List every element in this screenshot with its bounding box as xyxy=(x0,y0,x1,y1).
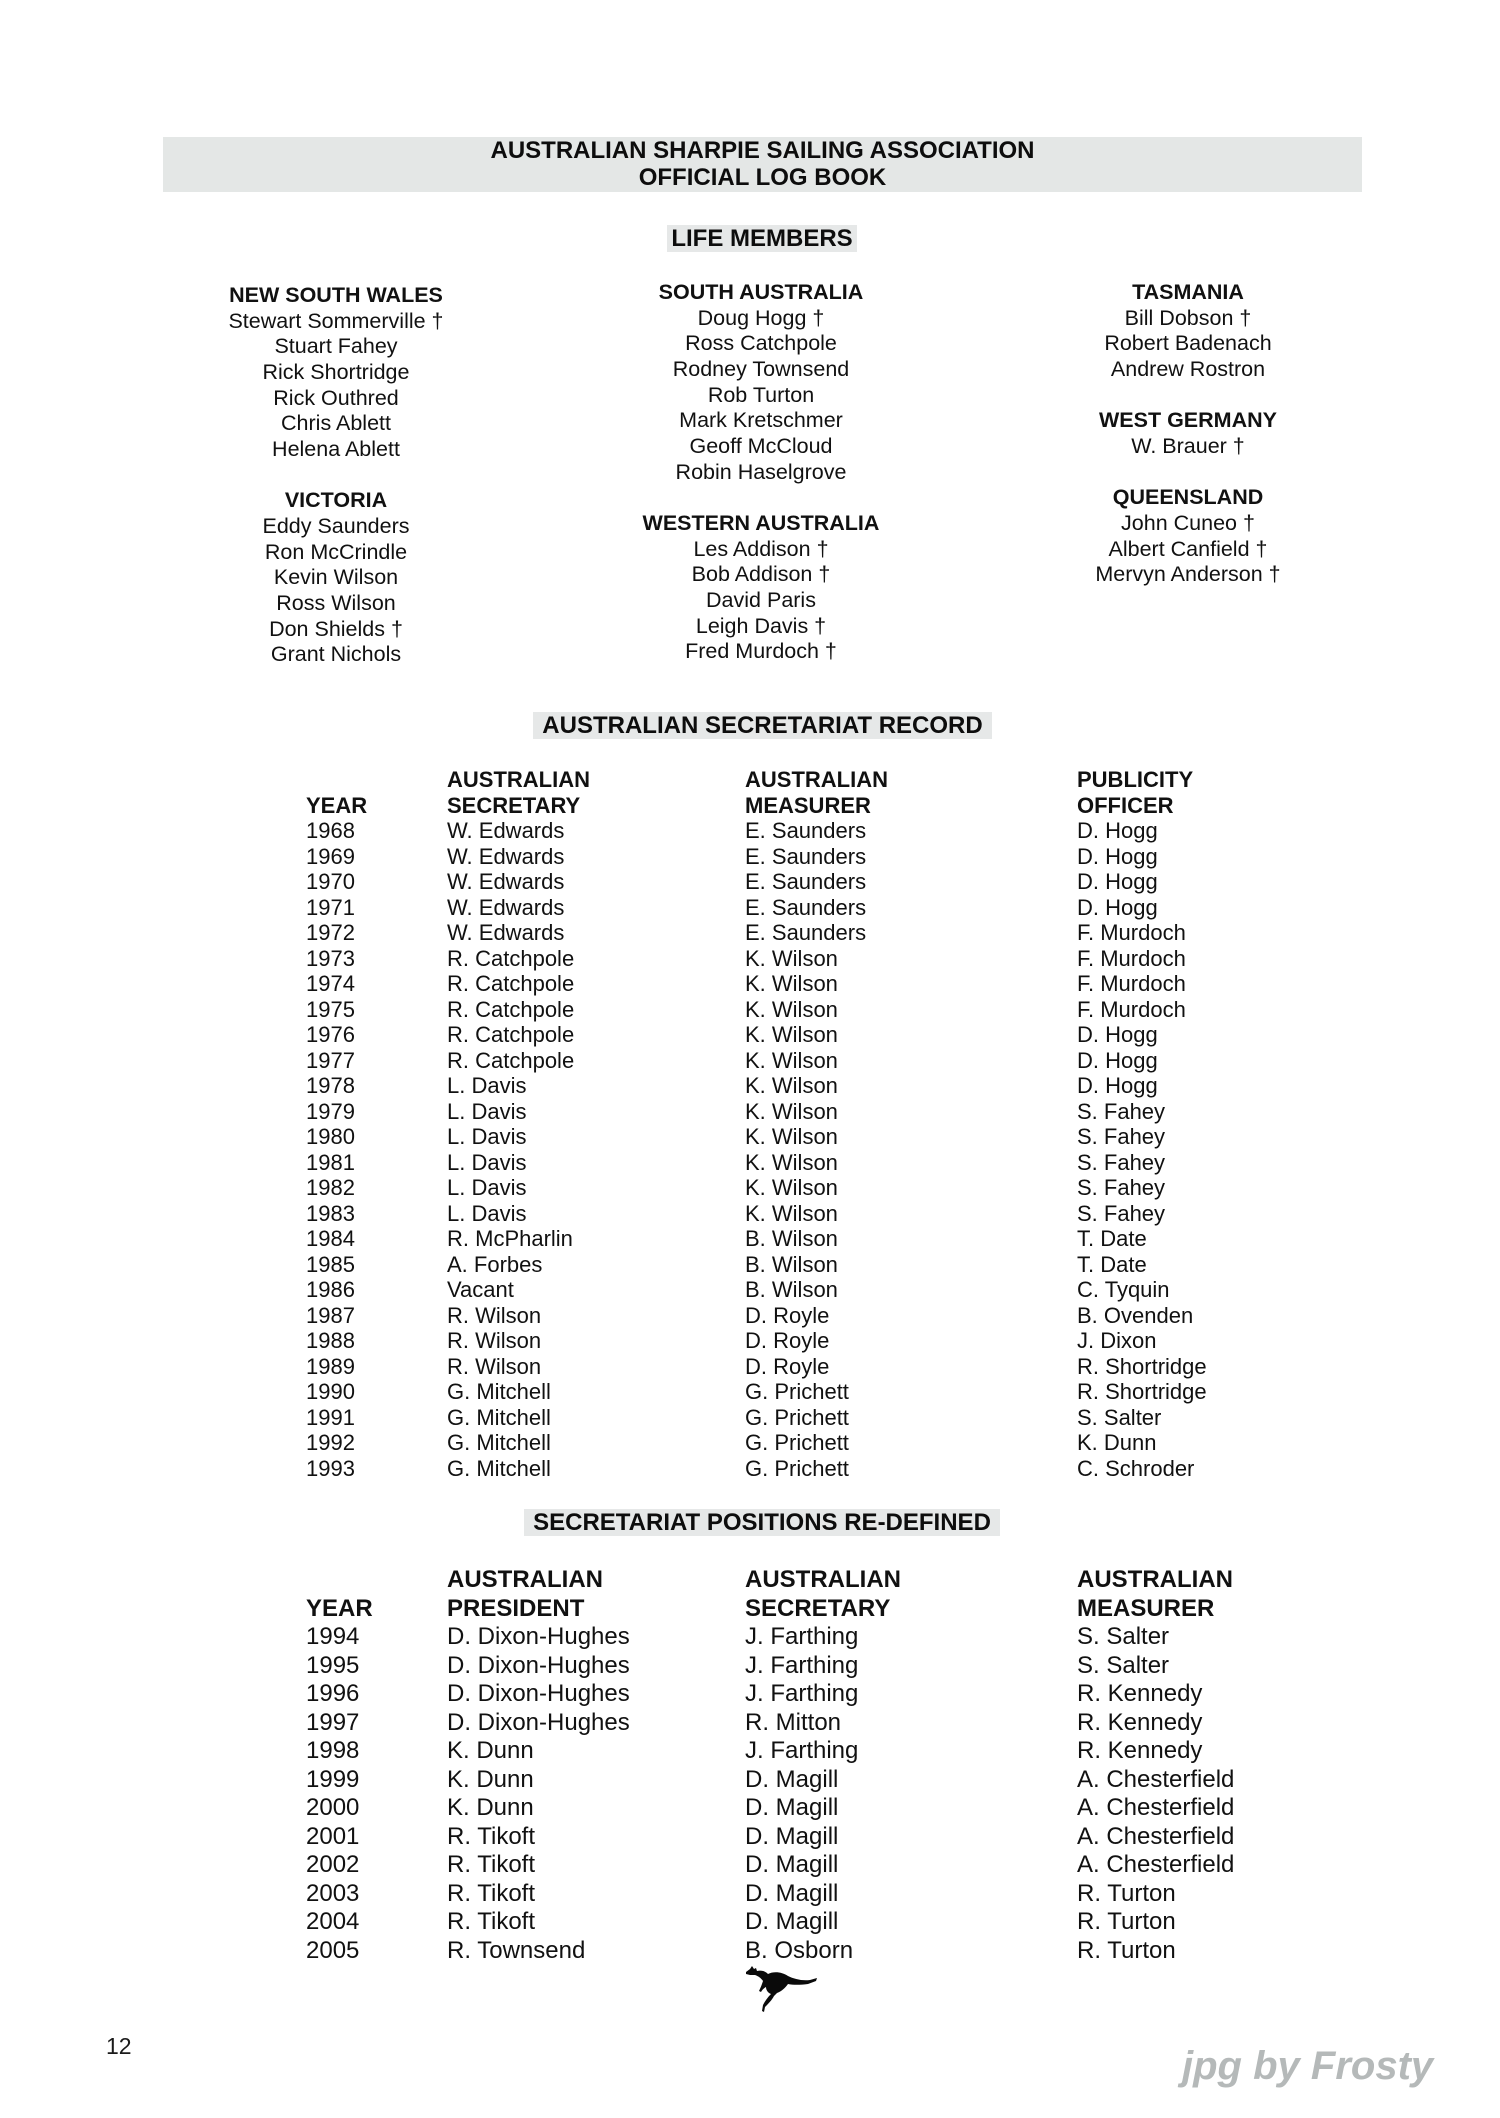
life-member-name: John Cuneo † xyxy=(1121,510,1255,535)
life-member-name: Eddy Saunders xyxy=(262,514,410,538)
officer-cell: D. Hogg xyxy=(1077,1022,1158,1047)
officer-cell: F. Murdoch xyxy=(1077,945,1186,971)
officer-cell: G. Prichett xyxy=(745,1404,849,1430)
table-row xyxy=(0,1652,1500,1681)
year-cell: 1997 xyxy=(306,1708,360,1736)
officer-cell: G. Prichett xyxy=(745,1379,849,1404)
table-row xyxy=(0,869,1500,895)
officer-cell: B. Wilson xyxy=(745,1226,838,1251)
officer-cell: K. Wilson xyxy=(745,1047,838,1073)
table-row xyxy=(0,1379,1500,1405)
officer-cell: K. Wilson xyxy=(745,1098,838,1124)
page-number: 12 xyxy=(106,2033,132,2059)
officer-cell: G. Mitchell xyxy=(447,1430,551,1455)
life-members-column-3 xyxy=(968,280,1408,588)
year-cell: 1979 xyxy=(306,1098,355,1124)
officer-cell: A. Forbes xyxy=(447,1251,543,1277)
officer-cell: R. Turton xyxy=(1077,1908,1176,1935)
life-member-name: Bob Addison † xyxy=(691,562,831,587)
officer-cell: L. Davis xyxy=(447,1175,527,1200)
officer-cell: R. Catchpole xyxy=(447,996,575,1022)
officer-cell: R. Wilson xyxy=(447,1353,542,1379)
officer-cell: J. Farthing xyxy=(745,1651,859,1679)
secretariat-record-heading: AUSTRALIAN SECRETARIAT RECORD xyxy=(533,712,992,739)
life-member-name: Don Shields † xyxy=(269,616,403,641)
column-header: AUSTRALIAN xyxy=(745,767,888,792)
officer-cell: G. Prichett xyxy=(745,1455,849,1481)
officer-cell: K. Dunn xyxy=(447,1765,534,1793)
officer-cell: K. Wilson xyxy=(745,1073,838,1098)
officer-cell: S. Fahey xyxy=(1077,1149,1166,1175)
officer-cell: D. Hogg xyxy=(1077,1047,1158,1073)
year-cell: 1986 xyxy=(306,1277,355,1302)
officer-cell: S. Fahey xyxy=(1077,1098,1166,1124)
positions-redefined-table xyxy=(0,1566,1500,1965)
table-row xyxy=(0,1124,1500,1150)
year-cell: 1971 xyxy=(306,894,355,920)
table-row xyxy=(0,1328,1500,1354)
life-member-name: Rick Outhred xyxy=(273,385,399,410)
officer-cell: D. Royle xyxy=(745,1353,830,1379)
year-cell: 1995 xyxy=(306,1651,360,1679)
life-member-name: Kevin Wilson xyxy=(273,565,399,590)
officer-cell: S. Fahey xyxy=(1077,1200,1166,1226)
year-cell: 1968 xyxy=(306,818,355,843)
year-cell: 2004 xyxy=(306,1908,360,1935)
year-cell: 1984 xyxy=(306,1226,355,1251)
officer-cell: C. Schroder xyxy=(1077,1455,1195,1481)
year-cell: 1978 xyxy=(306,1073,355,1098)
officer-cell: R. Kennedy xyxy=(1077,1737,1203,1764)
year-cell: 1991 xyxy=(306,1404,355,1430)
life-member-name: Ron McCrindle xyxy=(264,539,408,564)
life-member-name: Doug Hogg † xyxy=(697,305,825,330)
officer-cell: S. Fahey xyxy=(1077,1124,1166,1149)
officer-cell: D. Hogg xyxy=(1077,843,1158,869)
group-spacer xyxy=(116,463,556,489)
life-member-name: Leigh Davis † xyxy=(695,613,827,638)
life-member-name: Robert Badenach xyxy=(1104,331,1272,356)
officer-cell: A. Chesterfield xyxy=(1077,1822,1235,1850)
table-row xyxy=(0,1150,1500,1176)
officer-cell: A. Chesterfield xyxy=(1077,1851,1235,1878)
year-cell: 1975 xyxy=(306,996,355,1022)
year-cell: 1985 xyxy=(306,1251,355,1277)
officer-cell: R. Townsend xyxy=(447,1936,586,1964)
life-member-name: Ross Wilson xyxy=(276,591,396,616)
officer-cell: K. Wilson xyxy=(745,1175,838,1200)
officer-cell: A. Chesterfield xyxy=(1077,1794,1235,1821)
officer-cell: S. Fahey xyxy=(1077,1175,1166,1200)
table-row xyxy=(0,1354,1500,1380)
officer-cell: K. Wilson xyxy=(745,1022,838,1047)
life-member-name: Andrew Rostron xyxy=(1110,357,1266,382)
life-member-name: Albert Canfield † xyxy=(1108,536,1268,561)
officer-cell: W. Edwards xyxy=(447,894,565,920)
column-header: AUSTRALIAN xyxy=(447,1566,603,1593)
table-row xyxy=(0,1766,1500,1795)
table-row xyxy=(0,946,1500,972)
officer-cell: D. Hogg xyxy=(1077,869,1158,894)
column-header: YEAR xyxy=(306,792,368,818)
secretariat-record-table xyxy=(0,767,1500,1481)
year-cell: 1976 xyxy=(306,1022,355,1047)
officer-cell: B. Wilson xyxy=(745,1277,838,1302)
officer-cell: W. Edwards xyxy=(447,843,565,869)
officer-cell: R. Kennedy xyxy=(1077,1680,1203,1707)
year-cell: 1998 xyxy=(306,1737,360,1764)
officer-cell: L. Davis xyxy=(447,1098,527,1124)
officer-cell: R. Wilson xyxy=(447,1328,542,1353)
officer-cell: D. Magill xyxy=(745,1822,839,1850)
officer-cell: S. Salter xyxy=(1077,1404,1162,1430)
year-cell: 1969 xyxy=(306,843,355,869)
life-member-name: Mark Kretschmer xyxy=(679,408,843,433)
officer-cell: R. Catchpole xyxy=(447,1022,575,1047)
officer-cell: K. Dunn xyxy=(447,1794,534,1821)
life-member-name: W. Brauer † xyxy=(1131,433,1245,458)
officer-cell: F. Murdoch xyxy=(1077,971,1186,996)
table-row xyxy=(0,1303,1500,1329)
year-cell: 1996 xyxy=(306,1680,360,1707)
officer-cell: K. Wilson xyxy=(745,1200,838,1226)
table-row xyxy=(0,1823,1500,1852)
year-cell: 1992 xyxy=(306,1430,355,1455)
officer-cell: R. Turton xyxy=(1077,1879,1176,1907)
table-row xyxy=(0,1456,1500,1482)
officer-cell: R. Kennedy xyxy=(1077,1708,1203,1736)
year-cell: 1994 xyxy=(306,1623,360,1650)
officer-cell: K. Wilson xyxy=(745,1149,838,1175)
officer-cell: K. Dunn xyxy=(1077,1430,1157,1455)
year-cell: 1972 xyxy=(306,920,355,945)
officer-cell: R. McPharlin xyxy=(447,1226,573,1251)
state-group-heading: VICTORIA xyxy=(284,488,388,513)
officer-cell: D. Dixon-Hughes xyxy=(447,1623,630,1650)
life-member-name: Geoff McCloud xyxy=(689,434,833,459)
state-group-heading: WESTERN AUSTRALIA xyxy=(642,511,880,535)
table-row xyxy=(0,1048,1500,1074)
year-cell: 2005 xyxy=(306,1936,360,1964)
life-member-name: Stuart Fahey xyxy=(274,334,398,359)
officer-cell: W. Edwards xyxy=(447,818,565,843)
column-header: PUBLICITY xyxy=(1077,767,1194,792)
table-row xyxy=(0,997,1500,1023)
state-group-heading: WEST GERMANY xyxy=(1099,408,1277,433)
life-member-name: Rick Shortridge xyxy=(262,360,410,385)
officer-cell: J. Farthing xyxy=(745,1680,859,1707)
officer-cell: T. Date xyxy=(1077,1226,1147,1251)
officer-cell: R. Tikoft xyxy=(447,1822,536,1850)
life-member-name: Ross Catchpole xyxy=(685,331,837,356)
officer-cell: R. Catchpole xyxy=(447,1047,575,1073)
officer-cell: W. Edwards xyxy=(447,920,565,945)
officer-cell: E. Saunders xyxy=(745,894,867,920)
group-spacer xyxy=(968,383,1408,409)
table-row xyxy=(0,1851,1500,1880)
officer-cell: J. Farthing xyxy=(745,1623,859,1650)
officer-cell: G. Mitchell xyxy=(447,1379,551,1404)
officer-cell: L. Davis xyxy=(447,1073,527,1098)
table-row xyxy=(0,1794,1500,1823)
column-header: SECRETARY xyxy=(745,1594,891,1622)
column-header: AUSTRALIAN xyxy=(447,767,590,792)
life-member-name: Rodney Townsend xyxy=(672,357,850,382)
officer-cell: G. Prichett xyxy=(745,1430,849,1455)
life-member-name: David Paris xyxy=(706,588,816,613)
officer-cell: C. Tyquin xyxy=(1077,1277,1170,1302)
year-cell: 1982 xyxy=(306,1175,355,1200)
officer-cell: Vacant xyxy=(447,1277,514,1302)
officer-cell: D. Hogg xyxy=(1077,818,1158,843)
column-header: SECRETARY xyxy=(447,792,581,818)
officer-cell: K. Wilson xyxy=(745,971,838,996)
table-row xyxy=(0,971,1500,997)
table-row xyxy=(0,1880,1500,1909)
logbook-title: OFFICIAL LOG BOOK xyxy=(638,164,887,191)
officer-cell: G. Mitchell xyxy=(447,1455,551,1481)
officer-cell: K. Wilson xyxy=(745,945,838,971)
column-header: PRESIDENT xyxy=(447,1594,585,1622)
officer-cell: D. Dixon-Hughes xyxy=(447,1651,630,1679)
life-members-heading: LIFE MEMBERS xyxy=(667,225,857,252)
table-row xyxy=(0,844,1500,870)
life-member-name: Fred Murdoch † xyxy=(685,639,837,664)
life-member-name: Helena Ablett xyxy=(272,437,400,462)
officer-cell: F. Murdoch xyxy=(1077,996,1186,1022)
table-row xyxy=(0,818,1500,844)
watermark: jpg by Frosty xyxy=(1182,2044,1434,2088)
officer-cell: D. Magill xyxy=(745,1794,839,1821)
year-cell: 2001 xyxy=(306,1822,360,1850)
column-header: OFFICER xyxy=(1077,792,1174,818)
officer-cell: K. Dunn xyxy=(447,1737,534,1764)
officer-cell: D. Magill xyxy=(745,1765,839,1793)
officer-cell: E. Saunders xyxy=(745,843,867,869)
year-cell: 1983 xyxy=(306,1200,355,1226)
table-row xyxy=(0,895,1500,921)
life-member-name: Robin Haselgrove xyxy=(675,459,847,484)
officer-cell: D. Dixon-Hughes xyxy=(447,1708,630,1736)
officer-cell: T. Date xyxy=(1077,1251,1147,1277)
officer-cell: R. Shortridge xyxy=(1077,1353,1207,1379)
positions-redefined-heading: SECRETARIAT POSITIONS RE-DEFINED xyxy=(524,1509,1000,1536)
year-cell: 1987 xyxy=(306,1302,355,1328)
officer-cell: R. Wilson xyxy=(447,1302,542,1328)
officer-cell: R. Catchpole xyxy=(447,945,575,971)
table-row xyxy=(0,1937,1500,1966)
table-header-row xyxy=(0,793,1500,819)
officer-cell: B. Ovenden xyxy=(1077,1302,1194,1328)
year-cell: 1988 xyxy=(306,1328,355,1353)
officer-cell: L. Davis xyxy=(447,1149,527,1175)
table-row xyxy=(0,1623,1500,1652)
officer-cell: D. Royle xyxy=(745,1302,830,1328)
officer-cell: J. Farthing xyxy=(745,1737,859,1764)
kangaroo-icon xyxy=(744,1966,818,2012)
officer-cell: G. Mitchell xyxy=(447,1404,551,1430)
year-cell: 2000 xyxy=(306,1794,360,1821)
group-spacer xyxy=(541,486,981,512)
table-row xyxy=(0,1737,1500,1766)
life-member-name: Mervyn Anderson † xyxy=(1095,562,1281,587)
table-row xyxy=(0,1908,1500,1937)
officer-cell: R. Catchpole xyxy=(447,971,575,996)
year-cell: 1974 xyxy=(306,971,355,996)
table-row xyxy=(0,1226,1500,1252)
officer-cell: R. Mitton xyxy=(745,1708,842,1736)
table-row xyxy=(0,1277,1500,1303)
officer-cell: W. Edwards xyxy=(447,869,565,894)
year-cell: 2003 xyxy=(306,1879,360,1907)
officer-cell: D. Magill xyxy=(745,1908,839,1935)
column-header: MEASURER xyxy=(745,792,871,818)
table-row xyxy=(0,1099,1500,1125)
column-header: YEAR xyxy=(306,1594,373,1622)
table-header-row xyxy=(0,1566,1500,1595)
officer-cell: A. Chesterfield xyxy=(1077,1765,1235,1793)
officer-cell: D. Magill xyxy=(745,1879,839,1907)
year-cell: 2002 xyxy=(306,1851,360,1878)
column-header: MEASURER xyxy=(1077,1594,1215,1622)
document-header-band xyxy=(163,137,1362,192)
life-members-column-1 xyxy=(116,283,556,668)
state-group-heading: TASMANIA xyxy=(1132,280,1244,304)
table-row xyxy=(0,1252,1500,1278)
officer-cell: S. Salter xyxy=(1077,1651,1170,1679)
life-member-name: Les Addison † xyxy=(693,536,829,561)
officer-cell: L. Davis xyxy=(447,1200,527,1226)
table-row xyxy=(0,1709,1500,1738)
table-header-row xyxy=(0,1595,1500,1624)
state-group-heading: SOUTH AUSTRALIA xyxy=(658,280,864,304)
officer-cell: D. Hogg xyxy=(1077,1073,1158,1098)
officer-cell: B. Wilson xyxy=(745,1251,838,1277)
officer-cell: R. Tikoft xyxy=(447,1851,536,1878)
life-members-column-2 xyxy=(541,280,981,665)
state-group-heading: QUEENSLAND xyxy=(1112,485,1264,510)
table-row xyxy=(0,1430,1500,1456)
year-cell: 1980 xyxy=(306,1124,355,1149)
table-header-row xyxy=(0,767,1500,793)
table-row xyxy=(0,1680,1500,1709)
life-member-name: Bill Dobson † xyxy=(1124,305,1252,330)
officer-cell: D. Dixon-Hughes xyxy=(447,1680,630,1707)
state-group-heading: NEW SOUTH WALES xyxy=(229,283,443,307)
officer-cell: K. Wilson xyxy=(745,996,838,1022)
year-cell: 1970 xyxy=(306,869,355,894)
officer-cell: R. Shortridge xyxy=(1077,1379,1207,1404)
officer-cell: S. Salter xyxy=(1077,1623,1170,1650)
table-row xyxy=(0,1175,1500,1201)
officer-cell: B. Osborn xyxy=(745,1936,854,1964)
year-cell: 1989 xyxy=(306,1353,355,1379)
officer-cell: R. Tikoft xyxy=(447,1908,536,1935)
officer-cell: L. Davis xyxy=(447,1124,527,1149)
year-cell: 1990 xyxy=(306,1379,355,1404)
officer-cell: D. Hogg xyxy=(1077,894,1158,920)
group-spacer xyxy=(968,460,1408,486)
column-header: AUSTRALIAN xyxy=(1077,1566,1233,1593)
column-header: AUSTRALIAN xyxy=(745,1566,901,1593)
life-member-name: Chris Ablett xyxy=(281,411,391,436)
table-row xyxy=(0,1022,1500,1048)
officer-cell: K. Wilson xyxy=(745,1124,838,1149)
year-cell: 1973 xyxy=(306,945,355,971)
year-cell: 1993 xyxy=(306,1455,355,1481)
life-member-name: Rob Turton xyxy=(707,382,815,407)
officer-cell: D. Magill xyxy=(745,1851,839,1878)
life-member-name: Grant Nichols xyxy=(270,642,402,667)
officer-cell: R. Turton xyxy=(1077,1936,1176,1964)
officer-cell: J. Dixon xyxy=(1077,1328,1157,1353)
table-row xyxy=(0,1201,1500,1227)
table-row xyxy=(0,920,1500,946)
life-member-name: Stewart Sommerville † xyxy=(228,308,444,333)
officer-cell: E. Saunders xyxy=(745,920,867,945)
officer-cell: E. Saunders xyxy=(745,818,867,843)
year-cell: 1981 xyxy=(306,1149,355,1175)
table-row xyxy=(0,1073,1500,1099)
officer-cell: R. Tikoft xyxy=(447,1879,536,1907)
officer-cell: E. Saunders xyxy=(745,869,867,894)
association-title: AUSTRALIAN SHARPIE SAILING ASSOCIATION xyxy=(490,137,1035,164)
officer-cell: F. Murdoch xyxy=(1077,920,1186,945)
year-cell: 1977 xyxy=(306,1047,355,1073)
year-cell: 1999 xyxy=(306,1765,360,1793)
officer-cell: D. Royle xyxy=(745,1328,830,1353)
table-row xyxy=(0,1405,1500,1431)
